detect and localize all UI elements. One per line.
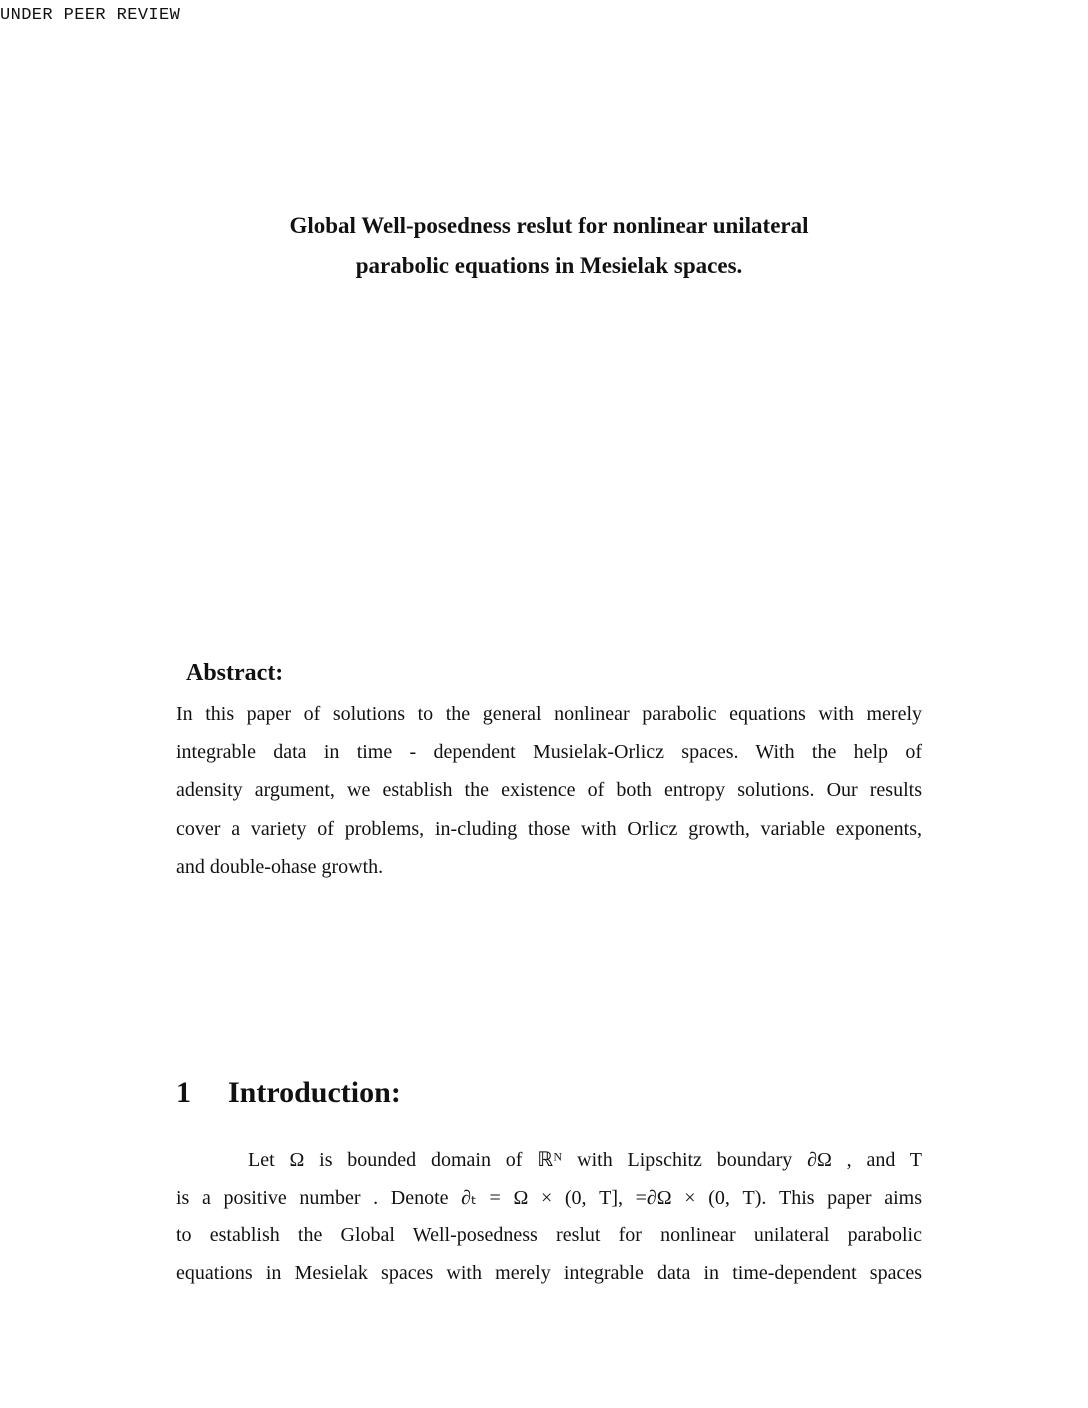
abstract-heading: Abstract: [186, 660, 284, 686]
section-number: 1 [176, 1076, 191, 1109]
intro-line: equations in Mesielak spaces with merely integrable data in time-dependent spaces [176, 1262, 922, 1284]
peer-review-stamp: UNDER PEER REVIEW [0, 6, 181, 25]
abstract-line: integrable data in time - dependent Musielak-Orlicz spaces. With the help of [176, 741, 922, 763]
section-title: Introduction: [228, 1076, 401, 1109]
abstract-line: In this paper of solutions to the general nonlinear parabolic equations with merely [176, 703, 922, 725]
intro-line: is a positive number . Denote ∂ₜ = Ω × (0, T], =∂Ω × (0, T). This paper aims [176, 1187, 922, 1209]
intro-line: to establish the Global Well-posedness reslut for nonlinear unilateral parabolic [176, 1224, 922, 1246]
abstract-line: cover a variety of problems, in-cluding those with Orlicz growth, variable exponents, [176, 818, 922, 840]
paper-title-line-1: Global Well-posedness reslut for nonlinear unilateral [289, 213, 809, 238]
paper-title-line-2: parabolic equations in Mesielak spaces. [355, 253, 743, 278]
abstract-line: and double-ohase growth. [176, 856, 384, 878]
abstract-line: adensity argument, we establish the existence of both entropy solutions. Our results [176, 779, 922, 801]
intro-line: Let Ω is bounded domain of ℝᴺ with Lipschitz boundary ∂Ω , and T [248, 1149, 922, 1171]
